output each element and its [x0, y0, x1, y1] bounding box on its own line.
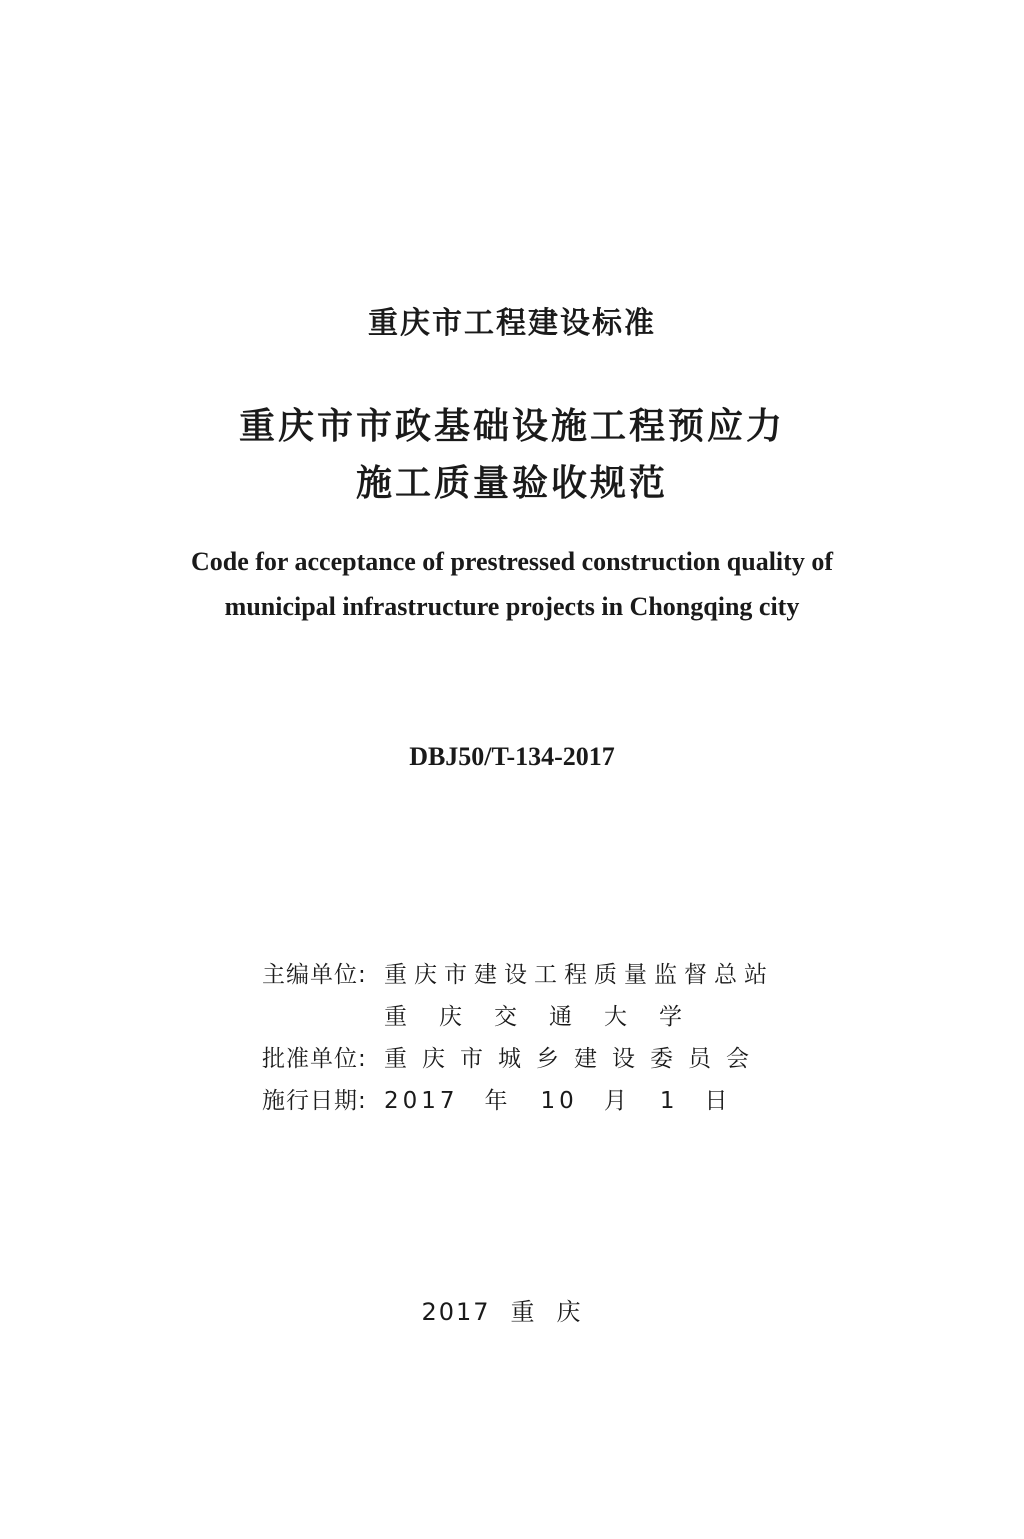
standard-code: DBJ50/T-134-2017	[409, 742, 615, 771]
editor-unit-1: 重庆市建设工程质量监督总站	[384, 962, 774, 988]
effective-date-row	[262, 1082, 734, 1112]
approver-unit: 重庆市城乡建设委员会	[384, 1046, 764, 1072]
footer-city: 重庆	[510, 1298, 603, 1326]
footer-year: 2017	[421, 1298, 491, 1326]
approver-label: 批准单位:	[262, 1046, 367, 1072]
effective-month: 10	[540, 1088, 578, 1114]
title-chinese-line-2: 施工质量验收规范	[355, 463, 668, 504]
title-english-line-2: municipal infrastructure projects in Chongqing city	[224, 592, 800, 621]
effective-year-unit: 年	[484, 1088, 515, 1114]
title-english-line-1: Code for acceptance of prestressed construction quality of	[191, 547, 833, 576]
title-chinese-line-1: 重庆市市政基础设施工程预应力	[238, 406, 785, 447]
editor-unit-2: 重庆交通大学	[384, 1004, 714, 1030]
editor-row	[262, 956, 774, 986]
effective-day: 1	[659, 1088, 679, 1114]
editor-label: 主编单位:	[262, 962, 367, 988]
effective-year: 2017	[384, 1088, 459, 1114]
approver-row	[262, 1040, 764, 1070]
standard-series: 重庆市工程建设标准	[368, 306, 656, 341]
editor-row-2	[262, 998, 714, 1028]
effective-date-label: 施行日期:	[262, 1088, 367, 1114]
publication-footer	[0, 1292, 1024, 1327]
effective-month-unit: 月	[603, 1088, 634, 1114]
effective-day-unit: 日	[704, 1088, 735, 1114]
